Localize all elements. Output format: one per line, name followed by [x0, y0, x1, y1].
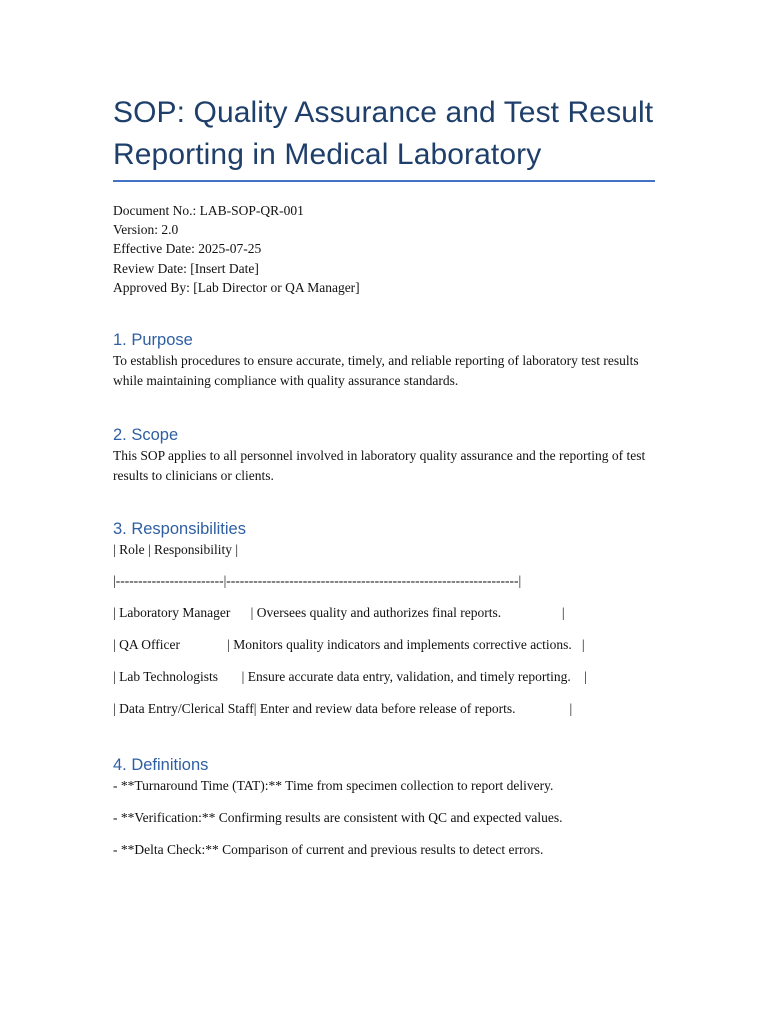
document-content [113, 92, 658, 857]
purpose-text: To establish procedures to ensure accurate, timely, and reliable reporting of laboratory test results while maintaining compliance with quality assurance standards. [113, 353, 639, 388]
table-header-row: | Role | Responsibility | [113, 542, 239, 557]
section-heading-purpose: 1. Purpose [113, 331, 193, 349]
document-title [113, 92, 658, 180]
section-heading-definitions: 4. Definitions [113, 756, 209, 774]
section-scope [113, 424, 658, 485]
document-version: Version: 2.0 [113, 222, 179, 238]
section-heading-responsibilities: 3. Responsibilities [113, 520, 246, 538]
section-definitions [113, 754, 658, 872]
effective-date: Effective Date: 2025-07-25 [113, 241, 262, 257]
section-purpose [113, 329, 658, 390]
definitions-list [113, 776, 658, 859]
scope-text: This SOP applies to all personnel involved in laboratory quality assurance and the reporting of test results to clinicians or clients. [113, 448, 646, 483]
document-metadata [113, 201, 658, 297]
table-row: | Lab Technologists | Ensure accurate data entry, validation, and timely reporting. | [113, 669, 587, 684]
list-item: - **Turnaround Time (TAT):** Time from specimen collection to report delivery. [113, 778, 554, 793]
document-title-line-2: Reporting in Medical Laboratory [113, 138, 542, 171]
section-responsibilities [113, 518, 673, 731]
approved-by: Approved By: [Lab Director or QA Manager] [113, 279, 360, 295]
table-row: | Data Entry/Clerical Staff| Enter and review data before release of reports. | [113, 701, 573, 716]
section-heading-scope: 2. Scope [113, 426, 179, 444]
document-title-line-1: SOP: Quality Assurance and Test Result [113, 96, 654, 129]
review-date: Review Date: [Insert Date] [113, 260, 259, 276]
title-underline [113, 180, 655, 182]
list-item: - **Verification:** Confirming results are consistent with QC and expected values. [113, 810, 563, 825]
table-separator-row: |------------------------|-----------------------------------------------------------------| [113, 573, 522, 588]
responsibilities-table [113, 540, 673, 718]
table-row: | QA Officer | Monitors quality indicators and implements corrective actions. | [113, 637, 585, 652]
document-number: Document No.: LAB-SOP-QR-001 [113, 203, 304, 218]
table-row: | Laboratory Manager | Oversees quality and authorizes final reports. | [113, 605, 565, 620]
list-item: - **Delta Check:** Comparison of current and previous results to detect errors. [113, 842, 544, 857]
